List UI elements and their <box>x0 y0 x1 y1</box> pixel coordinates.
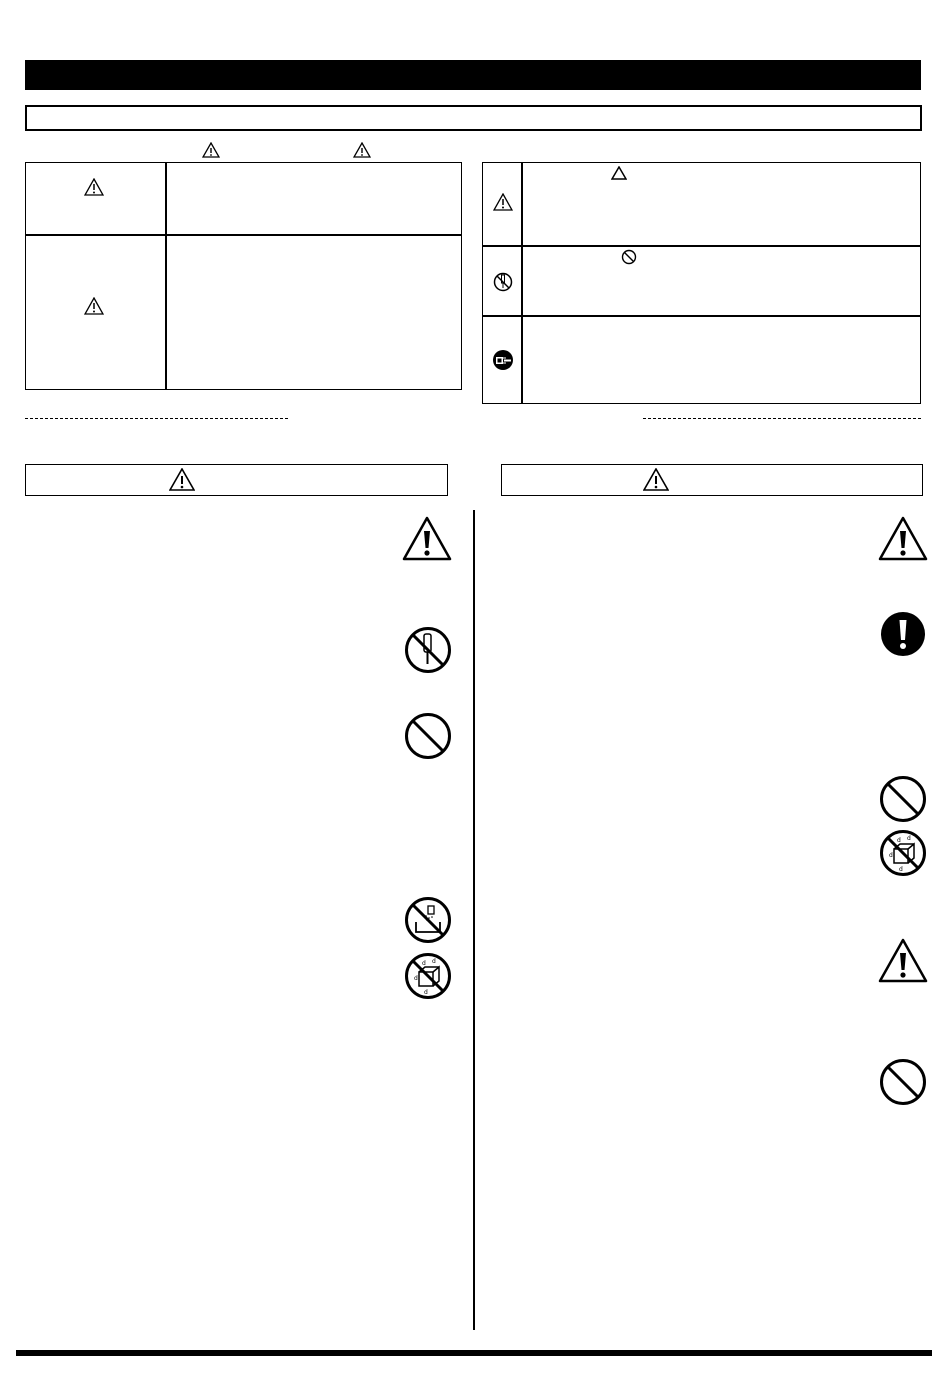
table-divider <box>521 163 523 403</box>
prohibition-icon <box>879 1058 927 1106</box>
no-moisture-icon <box>404 952 452 1000</box>
svg-text:d: d <box>889 852 893 859</box>
title-bar <box>25 60 921 90</box>
svg-text:d: d <box>897 837 901 844</box>
no-water-icon <box>404 896 452 944</box>
footer-rule <box>16 1350 932 1356</box>
table-divider <box>165 163 167 389</box>
warning-triangle-icon <box>878 516 928 561</box>
warning-triangle-icon <box>169 468 195 491</box>
svg-text:d: d <box>899 866 903 873</box>
prohibition-icon <box>879 775 927 823</box>
warning-triangle-icon <box>84 297 104 315</box>
section-heading-left <box>25 464 448 496</box>
warning-triangle-icon <box>84 178 104 196</box>
dashed-separator <box>25 418 288 419</box>
svg-text:d: d <box>424 989 428 996</box>
svg-text:d: d <box>432 958 436 965</box>
table-divider <box>483 245 920 247</box>
warning-triangle-icon <box>493 193 513 211</box>
svg-text:d: d <box>414 975 418 982</box>
svg-text:d: d <box>907 835 911 842</box>
mandatory-action-icon <box>880 611 926 657</box>
unplug-icon <box>492 349 514 371</box>
no-disassembly-icon <box>404 626 452 674</box>
table-divider <box>483 315 920 317</box>
warning-triangle-icon <box>202 142 220 158</box>
warning-triangle-icon <box>878 938 928 983</box>
warning-triangle-icon <box>643 468 669 491</box>
no-disassembly-icon <box>493 272 513 292</box>
warning-triangle-icon <box>353 142 371 158</box>
warning-caution-table <box>25 162 462 390</box>
prohibition-icon <box>404 712 452 760</box>
triangle-outline-icon <box>611 166 627 180</box>
dashed-separator <box>643 418 921 419</box>
symbol-legend-table <box>482 162 921 404</box>
section-heading-right <box>501 464 923 496</box>
subtitle-box <box>25 105 922 131</box>
no-moisture-icon <box>879 829 927 877</box>
svg-text:d: d <box>422 960 426 967</box>
warning-triangle-icon <box>402 516 452 561</box>
prohibition-circle-icon <box>621 249 637 265</box>
column-divider <box>473 510 475 1330</box>
table-divider <box>26 234 461 236</box>
